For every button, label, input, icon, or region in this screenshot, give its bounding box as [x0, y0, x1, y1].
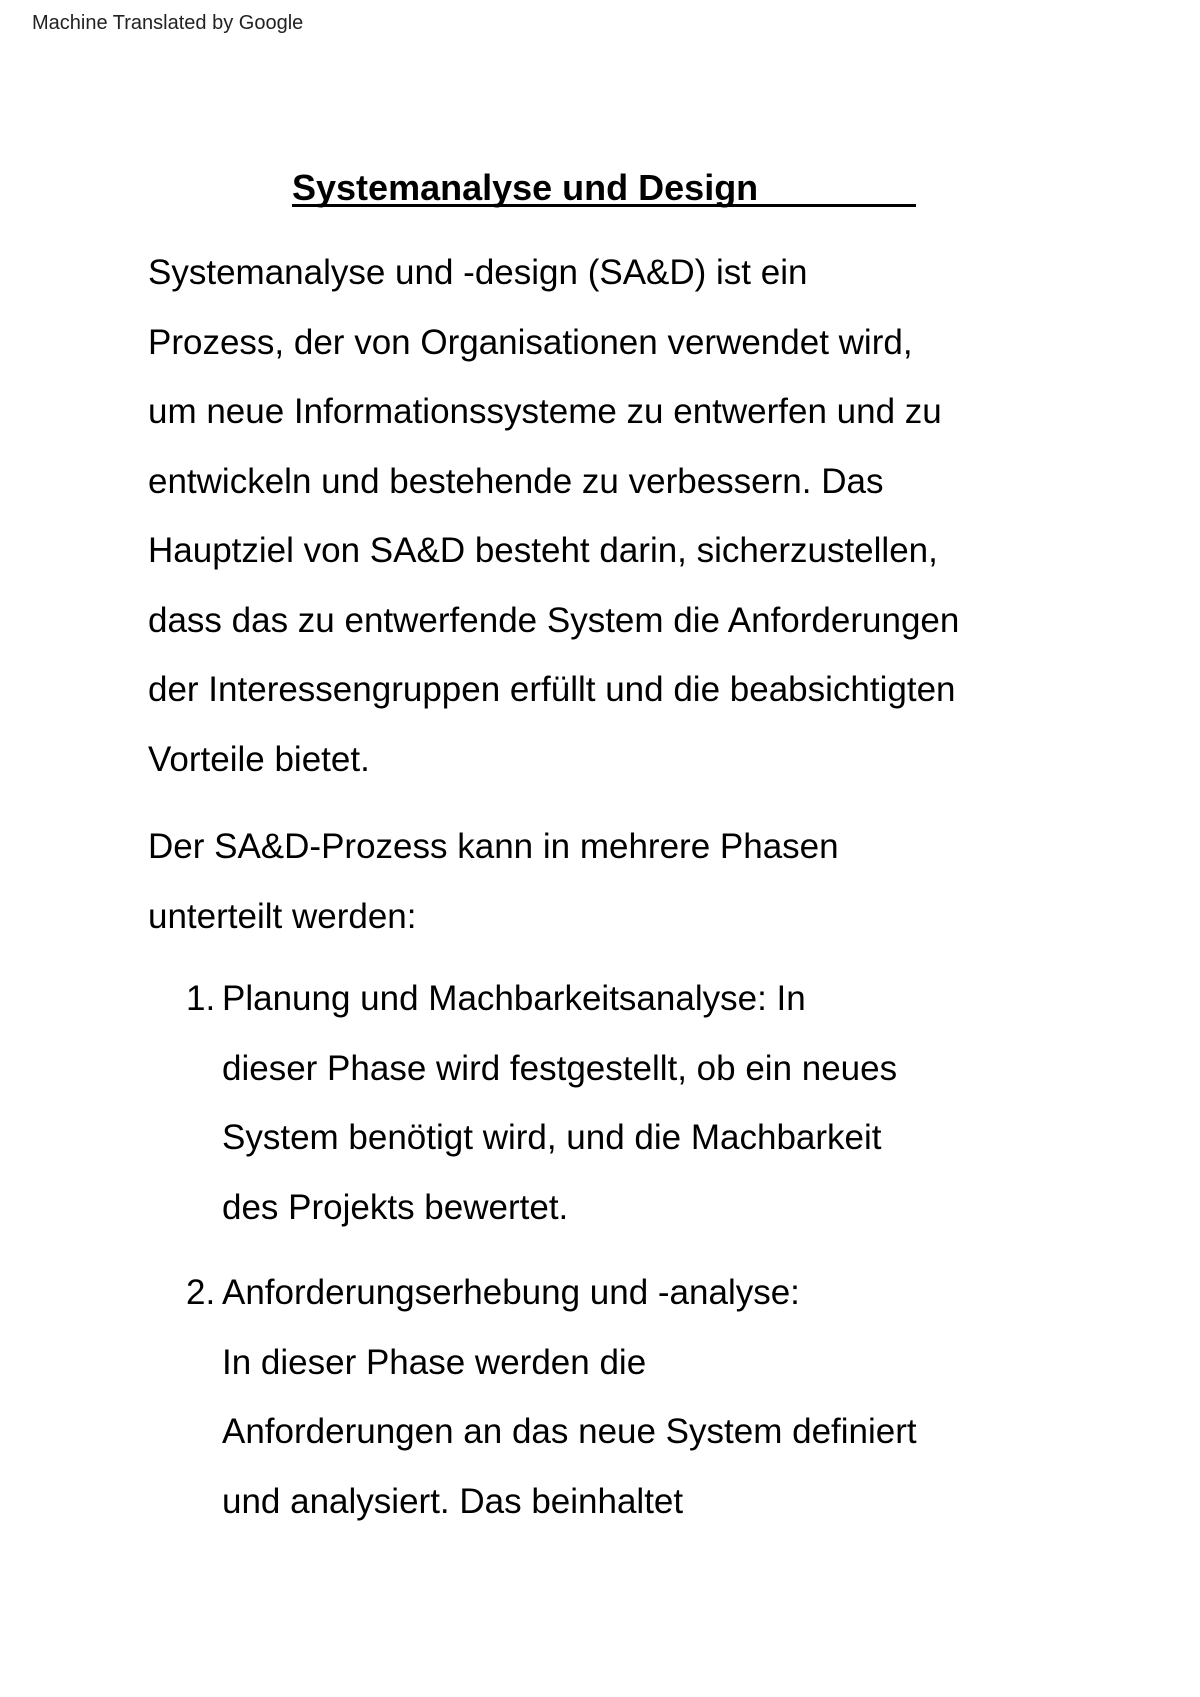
list-item-text: Planung und Machbarkeitsanalyse: In dieser Phase wird festgestellt, ob ein neues System benötigt wird, und die Machbarkeit des Projekts bewertet.	[222, 979, 898, 1227]
list-item-text: Anforderungserhebung und -analyse: In dieser Phase werden die Anforderungen an das neue System definiert und analysiert. Das beinhaltet	[222, 1273, 917, 1521]
page-title	[292, 166, 916, 207]
machine-translation-notice: Machine Translated by Google	[32, 12, 304, 34]
phase-list-second	[186, 1258, 1046, 1536]
list-item	[186, 1258, 1046, 1536]
list-item-number: 1.	[186, 979, 216, 1018]
phase-list-first	[186, 964, 1046, 1242]
intro-paragraph: Systemanalyse und -design (SA&D) ist ein Prozess, der von Organisationen verwendet wird, um neue Informationssysteme zu entwerfen und zu entwickeln und bestehende zu verbessern. Das Hauptziel von SA&D besteht darin, sicherzustellen, dass das zu entwerfende System die Anforderungen der Interessengruppen erfüllt und die beabsichtigten Vorteile bietet.	[148, 253, 960, 779]
list-item-number: 2.	[186, 1273, 216, 1312]
list-item	[186, 964, 1046, 1242]
phases-intro-paragraph: Der SA&D-Prozess kann in mehrere Phasen unterteilt werden:	[148, 827, 839, 936]
page-title-text: Systemanalyse und Design	[292, 167, 759, 208]
